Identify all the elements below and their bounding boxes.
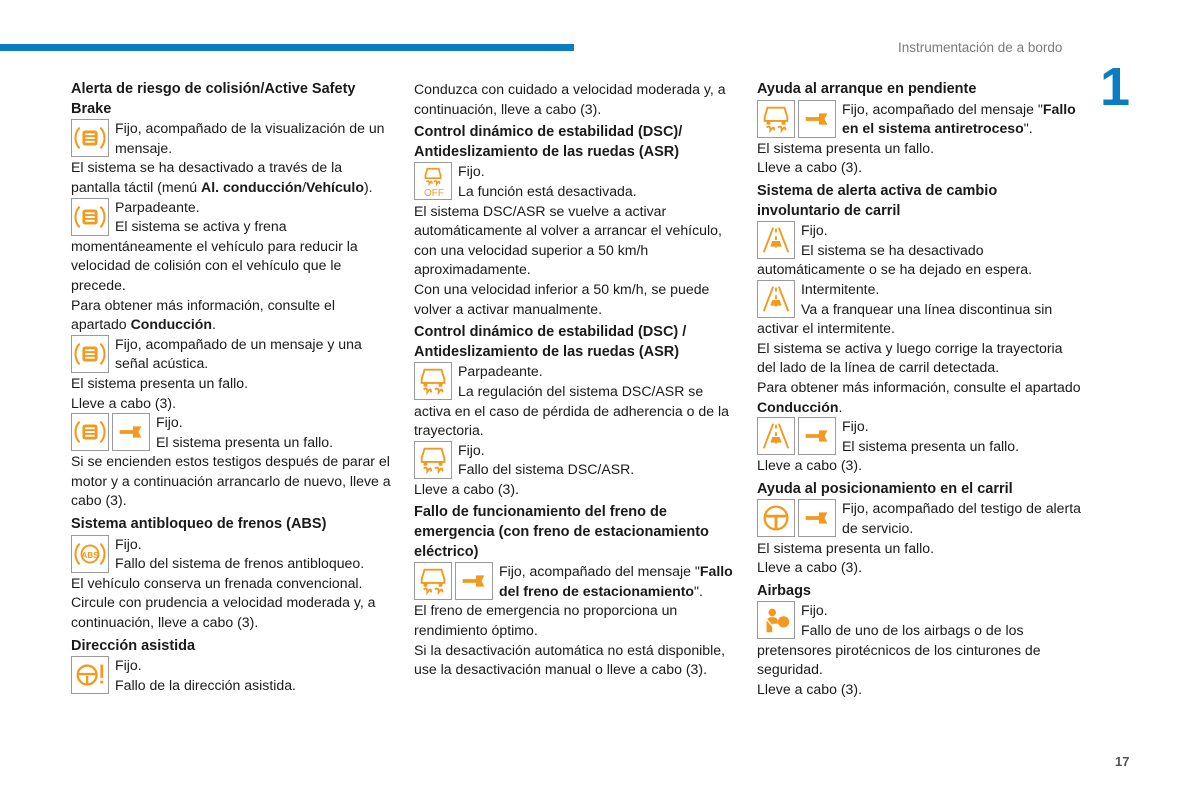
section-title: Fallo de funcionamiento del freno de emergencia (con freno de estacionamiento eléctrico)	[414, 504, 709, 560]
collision-alert-icon	[71, 119, 109, 157]
row-text: Fijo, acompañado del mensaje "Fallo del freno de estacionamiento".	[499, 563, 733, 599]
section-title: Ayuda al arranque en pendiente	[757, 81, 977, 97]
warning-row	[71, 413, 391, 452]
column-2	[414, 80, 739, 680]
paragraph: Lleve a cabo (3).	[757, 559, 862, 576]
row-text: La función está desactivada.	[458, 182, 637, 199]
header-accent-bar	[0, 44, 574, 51]
power-steering-icon	[71, 656, 109, 694]
svg-text:OFF: OFF	[424, 188, 444, 199]
paragraph: El sistema presenta un fallo.	[757, 139, 935, 156]
row-text: Fijo.	[801, 222, 828, 239]
row-text: Fijo.	[115, 535, 142, 552]
section-title: Airbags	[757, 582, 811, 599]
paragraph: Lleve a cabo (3).	[414, 480, 519, 497]
section-title: Control dinámico de estabilidad (DSC) / Antideslizamiento de las ruedas (ASR)	[414, 324, 687, 360]
section-title: Alerta de riesgo de colisión/Active Safety Brake	[71, 81, 356, 117]
column-1	[71, 80, 391, 695]
wrench-icon	[455, 562, 493, 600]
lane-departure-icon	[757, 280, 795, 318]
paragraph: El sistema se ha desactivado a través de la pantalla táctil (menú Al. conducción/Vehículo).	[71, 159, 373, 195]
row-text: El sistema presenta un fallo.	[156, 433, 334, 450]
chapter-number: 1	[1100, 57, 1131, 117]
row-text: Fijo, acompañado de un mensaje y una señal acústica.	[115, 335, 362, 372]
warning-row	[414, 362, 739, 440]
row-text: Intermitente.	[801, 280, 880, 297]
row-text: Fallo de uno de los airbags o de los pretensores pirotécnicos de los cinturones de seguridad.	[757, 622, 1041, 678]
paragraph: Con una velocidad inferior a 50 km/h, se puede volver a activar manualmente.	[414, 280, 710, 317]
section-title: Ayuda al posicionamiento en el carril	[757, 480, 1013, 497]
dsc-icon	[757, 100, 795, 138]
column-3	[757, 80, 1082, 699]
lane-keeping-icon	[757, 499, 795, 537]
paragraph: Conduzca con cuidado a velocidad moderada y, a continuación, lleve a cabo (3).	[414, 81, 726, 117]
warning-row	[757, 601, 1082, 679]
row-text: Fijo.	[115, 657, 142, 674]
page-number: 17	[1115, 754, 1130, 769]
wrench-icon	[798, 417, 836, 455]
paragraph: Lleve a cabo (3).	[757, 680, 862, 697]
collision-alert-icon	[71, 413, 109, 451]
collision-alert-icon	[71, 335, 109, 373]
section-title: Sistema antibloqueo de frenos (ABS)	[71, 516, 327, 533]
row-text: Parpadeante.	[458, 363, 543, 380]
page-header-title: Instrumentación de a bordo	[898, 40, 1063, 55]
abs-icon	[71, 535, 109, 573]
lane-departure-icon	[757, 417, 795, 455]
row-text: Fallo de la dirección asistida.	[115, 676, 296, 693]
warning-row	[71, 198, 391, 296]
row-text: Fallo del sistema de frenos antibloqueo.	[115, 555, 365, 572]
warning-row	[414, 562, 739, 601]
paragraph: Lleve a cabo (3).	[757, 457, 862, 474]
wrench-icon	[798, 100, 836, 138]
warning-row	[414, 162, 739, 201]
paragraph: Si la desactivación automática no está disponible, use la desactivación manual o lleve a cabo (3).	[414, 641, 726, 678]
paragraph: El sistema se activa y luego corrige la trayectoria del lado de la línea de carril detectada.	[757, 339, 1063, 376]
row-text: Parpadeante.	[115, 198, 200, 215]
paragraph: El sistema presenta un fallo.	[71, 374, 249, 391]
paragraph: Lleve a cabo (3).	[757, 159, 862, 176]
section-title: Sistema de alerta activa de cambio involuntario de carril	[757, 182, 998, 219]
row-text: Fijo.	[156, 414, 183, 431]
wrench-icon	[112, 413, 150, 451]
row-text: Va a franquear una línea discontinua sin activar el intermitente.	[757, 300, 1053, 337]
row-text: Fijo, acompañado del mensaje "Fallo en el sistema antiretroceso".	[842, 100, 1076, 137]
dsc-icon	[414, 362, 452, 400]
wrench-icon	[798, 499, 836, 537]
row-text: La regulación del sistema DSC/ASR se activa en el caso de pérdida de adherencia o de la trayectoria.	[414, 382, 729, 439]
warning-row	[757, 280, 1082, 339]
row-text: El sistema se ha desactivado automáticamente o se ha dejado en espera.	[757, 241, 1033, 278]
dsc-icon	[414, 441, 452, 479]
warning-row	[71, 656, 391, 695]
warning-row	[71, 535, 391, 574]
paragraph: Para obtener más información, consulte el apartado Conducción.	[71, 296, 336, 333]
paragraph: Circule con prudencia a velocidad moderada y, a continuación, lleve a cabo (3).	[71, 594, 376, 631]
row-text: Fallo del sistema DSC/ASR.	[458, 461, 635, 478]
paragraph: Lleve a cabo (3).	[71, 394, 176, 411]
warning-row	[71, 119, 391, 158]
row-text: Fijo.	[458, 163, 485, 180]
row-text: El sistema se activa y frena momentáneamente el vehículo para reducir la velocidad de colisión con el vehículo que le precede.	[71, 218, 358, 293]
collision-alert-icon	[71, 198, 109, 236]
row-text: Fijo.	[458, 441, 485, 458]
warning-row	[414, 441, 739, 480]
row-text: Fijo.	[801, 602, 828, 619]
row-text: Fijo.	[842, 418, 869, 435]
airbag-icon	[757, 601, 795, 639]
dsc-icon	[414, 562, 452, 600]
paragraph: El sistema presenta un fallo.	[757, 539, 935, 556]
paragraph: El freno de emergencia no proporciona un rendimiento óptimo.	[414, 602, 678, 639]
warning-row	[757, 100, 1082, 139]
row-text: Fijo, acompañado del testigo de alerta de servicio.	[842, 500, 1081, 537]
warning-row	[757, 417, 1082, 456]
paragraph: El sistema DSC/ASR se vuelve a activar automáticamente al volver a arrancar el vehículo, con una velocidad superior a 50 km/h aproximadamente.	[414, 202, 722, 278]
paragraph: Para obtener más información, consulte el apartado Conducción.	[757, 378, 1081, 415]
section-title: Control dinámico de estabilidad (DSC)/ Antideslizamiento de las ruedas (ASR)	[414, 124, 683, 160]
section-title: Dirección asistida	[71, 637, 196, 654]
lane-departure-icon	[757, 221, 795, 259]
paragraph: El vehículo conserva un frenada convencional.	[71, 574, 363, 591]
row-text: El sistema presenta un fallo.	[842, 437, 1020, 454]
row-text: Fijo, acompañado de la visualización de un mensaje.	[115, 120, 385, 156]
warning-row	[757, 221, 1082, 280]
dsc-off-icon	[414, 162, 452, 200]
svg-text:ABS: ABS	[81, 550, 99, 560]
paragraph: Si se encienden estos testigos después de parar el motor y a continuación arrancarlo de nuevo, lleve a cabo (3).	[71, 453, 391, 509]
warning-row	[71, 335, 391, 374]
warning-row	[757, 499, 1082, 538]
